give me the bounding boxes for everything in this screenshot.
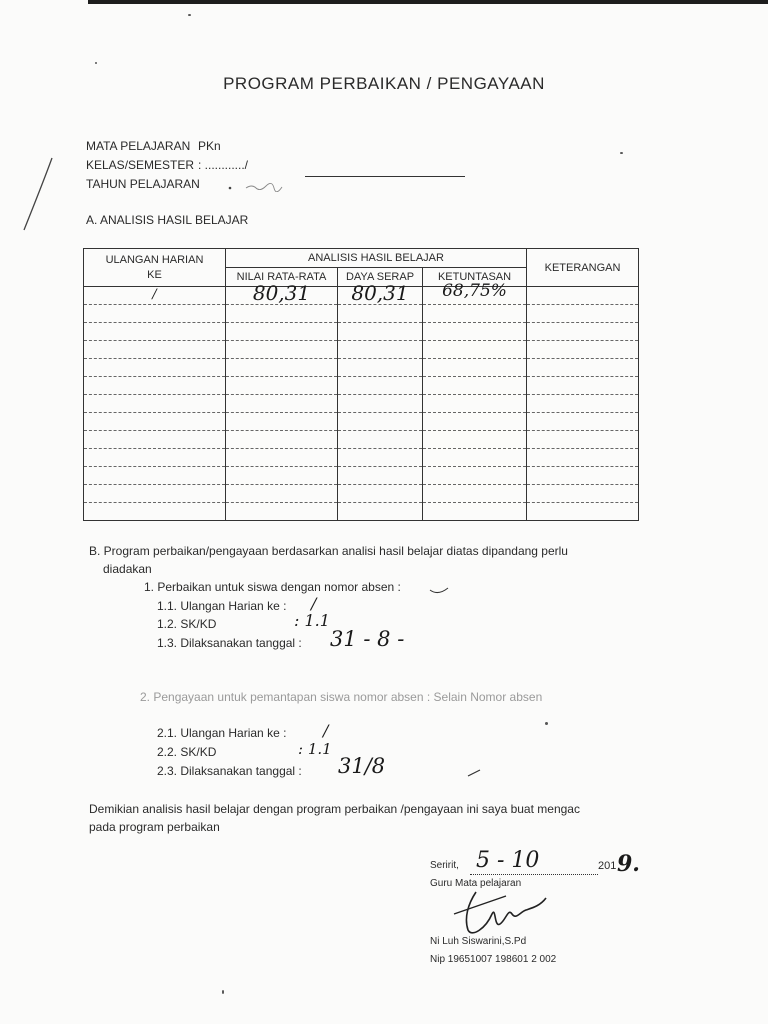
date-dotted-line [470, 874, 598, 875]
meta-label: TAHUN PELAJARAN [86, 177, 200, 191]
table-row [84, 503, 639, 521]
tahun-scribble [226, 178, 296, 192]
table-row [84, 431, 639, 449]
table-row [84, 449, 639, 467]
item-1-2: 1.2. SK/KD [157, 617, 217, 631]
margin-pen-mark [10, 150, 60, 240]
item-1: 1. Perbaikan untuk siswa dengan nomor absen : [144, 580, 401, 594]
table-row [84, 395, 639, 413]
signature-date: 5 - 10 [476, 848, 540, 873]
table-cell [226, 281, 338, 305]
absen-scribble [428, 584, 452, 596]
table-cell [423, 281, 527, 305]
item-1-3: 1.3. Dilaksanakan tanggal : [157, 636, 302, 650]
col-header-keterangan: KETERANGAN [527, 249, 639, 287]
blank-line [305, 176, 465, 177]
col-header-ulangan: ULANGAN HARIAN KE [84, 249, 226, 287]
item-2-2-value: : 1.1 [298, 740, 332, 758]
table-row [84, 485, 639, 503]
scan-speck [620, 152, 623, 154]
col-header-nilai: NILAI RATA-RATA [226, 268, 338, 287]
item-2-3: 2.3. Dilaksanakan tanggal : [157, 764, 302, 778]
item-2-1: 2.1. Ulangan Harian ke : [157, 726, 287, 740]
item-1-1: 1.1. Ulangan Harian ke : [157, 599, 287, 613]
item-2: 2. Pengayaan untuk pemantapan siswa nomor absen : Selain Nomor absen [140, 690, 543, 704]
col-header-group: ANALISIS HASIL BELAJAR [226, 249, 527, 268]
signature-name: Ni Luh Siswarini,S.Pd [430, 936, 527, 947]
table-row [84, 377, 639, 395]
table-row [84, 305, 639, 323]
item-1-2-value: : 1.1 [294, 611, 330, 630]
meta-label: KELAS/SEMESTER [86, 158, 195, 172]
item-2-3-value: 31/8 [338, 754, 386, 778]
item-1-1-value: / [311, 594, 317, 613]
col-header-ketuntasan: KETUNTASAN [423, 268, 527, 287]
table-row [84, 467, 639, 485]
pen-tick [466, 768, 484, 778]
signature-place: Seririt, [430, 860, 459, 871]
item-1-3-value: 31 - 8 - [330, 627, 405, 651]
analysis-table [83, 248, 639, 521]
table-cell [338, 281, 423, 305]
item-2-1-value: / [323, 721, 329, 740]
closing-text: Demikian analisis hasil belajar dengan program perbaikan /pengayaan ini saya buat mengac [89, 802, 580, 816]
table-row [84, 323, 639, 341]
scan-speck [222, 990, 224, 994]
table-row [84, 413, 639, 431]
section-b-intro: B. Program perbaikan/pengayaan berdasarkan analisi hasil belajar diatas dipandang perlu [89, 544, 568, 558]
signature-block [418, 850, 718, 980]
meta-label: MATA PELAJARAN [86, 139, 191, 153]
cell-handwritten: 68,75% [442, 281, 507, 301]
cell-handwritten: / [152, 287, 157, 302]
meta-value: : ............/ [198, 158, 249, 172]
cell-handwritten: 80,31 [351, 281, 409, 305]
scan-speck [95, 62, 97, 64]
scan-speck [188, 14, 191, 16]
meta-kelas-semester [86, 158, 248, 172]
meta-tahun-pelajaran [86, 177, 226, 191]
signature-nip: Nip 19651007 198601 2 002 [430, 954, 557, 965]
signature-year: 9. [617, 851, 640, 877]
table-row [84, 287, 639, 305]
signature-role: Guru Mata pelajaran [430, 878, 522, 889]
page-title: PROGRAM PERBAIKAN / PENGAYAAN [223, 74, 545, 93]
scan-speck [545, 722, 548, 725]
col-header-daya-serap: DAYA SERAP [338, 268, 423, 287]
cell-handwritten: 80,31 [252, 281, 311, 305]
handwritten-signature [446, 884, 556, 944]
meta-mata-pelajaran [86, 139, 226, 153]
table-cell [527, 287, 639, 305]
scan-top-edge [88, 0, 768, 4]
item-2-2: 2.2. SK/KD [157, 745, 217, 759]
meta-value: PKn [198, 139, 221, 153]
section-a-heading: A. ANALISIS HASIL BELAJAR [86, 213, 249, 227]
table-row [84, 341, 639, 359]
table-cell [84, 287, 226, 305]
signature-year-prefix: 201 [598, 860, 617, 872]
closing-text-cont: pada program perbaikan [89, 820, 220, 834]
table-row [84, 359, 639, 377]
section-b-intro-cont: diadakan [103, 562, 152, 576]
